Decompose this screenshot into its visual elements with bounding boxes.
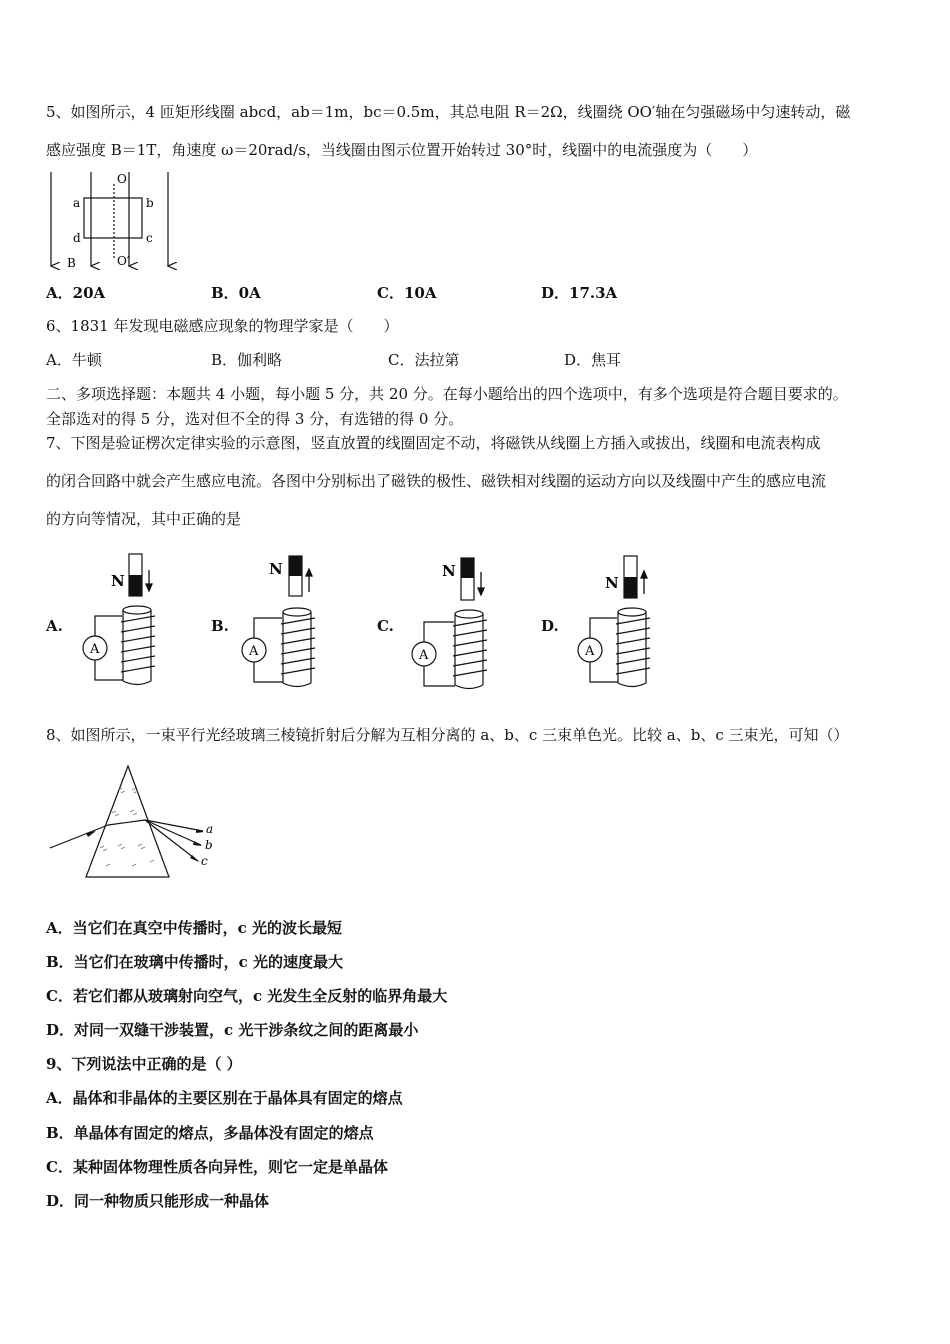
q5-figure [40, 170, 190, 275]
q8-option-d[interactable]: D．对同一双缝干涉装置，c 光干涉条纹之间的距离最小 [46, 1021, 419, 1039]
q7-figure-a [75, 550, 170, 690]
q8-stem: 8、如图所示，一束平行光经玻璃三棱镜折射后分解为互相分离的 a、b、c 三束单色光。比较 a、b、c 三束光，可知（） [46, 726, 849, 744]
ray-b-label: b [205, 838, 213, 852]
q7-stem-line2: 的闭合回路中就会产生感应电流。各图中分别标出了磁铁的极性、磁铁相对线圈的运动方向以及线圈中产生的感应电流 [46, 472, 827, 490]
q5-stem-line2: 感应强度 B＝1T，角速度 ω＝20rad/s，当线圈由图示位置开始转过 30°时，线圈中的电流强度为（ ） [46, 141, 758, 159]
ammeter-label: A [90, 642, 100, 657]
q8-option-c[interactable]: C．若它们都从玻璃射向空气，c 光发生全反射的临界角最大 [46, 987, 448, 1005]
q7-stem-line1: 7、下图是验证楞次定律实验的示意图，竖直放置的线圈固定不动，将磁铁从线圈上方插入或拔出，线圈和电流表构成 [46, 434, 821, 452]
q6-option-a[interactable]: A．牛顿 [46, 351, 102, 369]
q5-label-a: a [73, 196, 81, 210]
q9-option-b[interactable]: B．单晶体有固定的熔点，多晶体没有固定的熔点 [46, 1124, 374, 1142]
motion-arrow-icon [478, 572, 484, 595]
q7-figure-d [572, 550, 667, 690]
q9-stem: 9、下列说法中正确的是（ ） [46, 1055, 242, 1073]
q5-option-b[interactable]: B．0A [211, 284, 261, 302]
q5-label-o-top: O [117, 172, 127, 186]
q5-label-d: d [73, 231, 81, 245]
q7-option-d-label[interactable]: D. [541, 617, 559, 635]
q5-label-field: B [67, 256, 76, 270]
ammeter-label: A [585, 644, 595, 659]
q7-option-b-label[interactable]: B. [211, 617, 229, 635]
ammeter-label: A [249, 644, 259, 659]
q9-option-c[interactable]: C．某种固体物理性质各向异性，则它一定是单晶体 [46, 1158, 388, 1176]
q5-label-o-bot: O′ [117, 254, 130, 268]
q9-option-d[interactable]: D．同一种物质只能形成一种晶体 [46, 1192, 270, 1210]
q7-figure-b [237, 550, 332, 690]
ray-a-label: a [206, 822, 214, 836]
magnet-pole-label: N [111, 572, 125, 590]
q8-option-a[interactable]: A．当它们在真空中传播时，c 光的波长最短 [46, 919, 342, 937]
ammeter-label: A [419, 648, 429, 663]
ray-c-label: c [201, 854, 208, 868]
magnet-pole-label: N [269, 560, 283, 578]
section2-header-line1: 二、多项选择题：本题共 4 小题，每小题 5 分，共 20 分。在每小题给出的四个选项中，有多个选项是符合题目要求的。 [46, 385, 848, 403]
q9-option-a[interactable]: A．晶体和非晶体的主要区别在于晶体具有固定的熔点 [46, 1089, 403, 1107]
motion-arrow-icon [146, 570, 152, 591]
q5-label-b: b [146, 196, 154, 210]
q6-option-d[interactable]: D．焦耳 [564, 351, 622, 369]
motion-arrow-icon [306, 569, 312, 592]
q5-option-a[interactable]: A．20A [46, 284, 106, 302]
q6-option-b[interactable]: B．伽利略 [211, 351, 283, 369]
magnet-pole-label: N [442, 562, 456, 580]
q5-label-c: c [146, 231, 153, 245]
q6-stem: 6、1831 年发现电磁感应现象的物理学家是（ ） [46, 317, 399, 335]
q5-option-d[interactable]: D．17.3A [541, 284, 618, 302]
q7-stem-line3: 的方向等情况，其中正确的是 [46, 510, 242, 528]
q5-option-c[interactable]: C．10A [377, 284, 437, 302]
q8-prism-figure [46, 762, 226, 882]
q5-stem-line1: 5、如图所示，4 匝矩形线圈 abcd，ab＝1m，bc＝0.5m，其总电阻 R＝2Ω，线圈绕 OO′轴在匀强磁场中匀速转动，磁 [46, 103, 851, 121]
motion-arrow-icon [641, 571, 647, 594]
magnet-pole-label: N [605, 574, 619, 592]
q8-option-b[interactable]: B．当它们在玻璃中传播时，c 光的速度最大 [46, 953, 344, 971]
q7-option-c-label[interactable]: C. [377, 617, 394, 635]
q6-option-c[interactable]: C．法拉第 [388, 351, 460, 369]
q7-option-a-label[interactable]: A. [46, 617, 63, 635]
q7-figure-c [405, 552, 500, 692]
section2-header-line2: 全部选对的得 5 分，选对但不全的得 3 分，有选错的得 0 分。 [46, 410, 464, 428]
